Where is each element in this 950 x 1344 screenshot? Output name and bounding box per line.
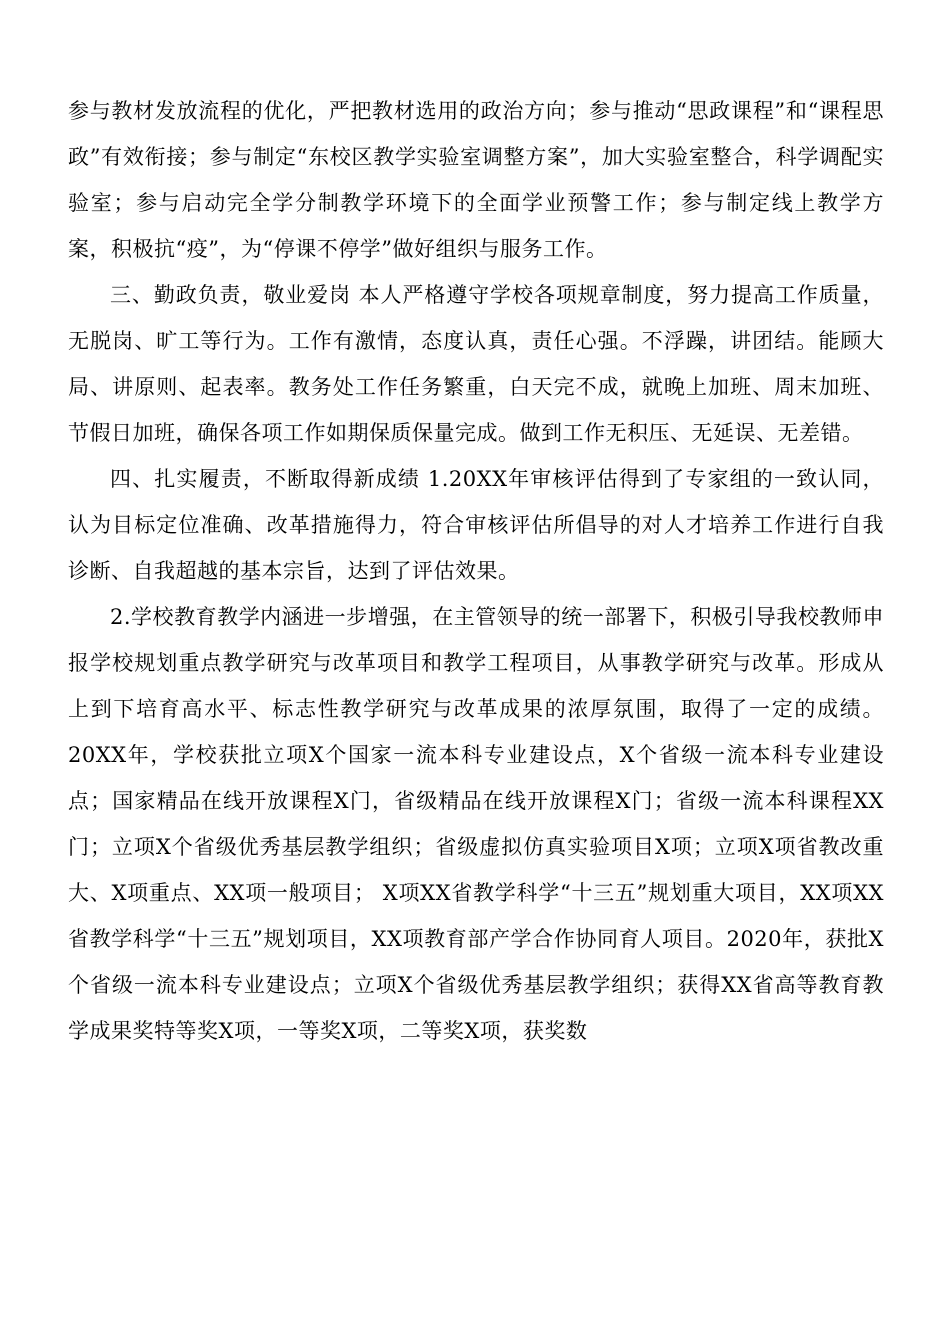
paragraph-continuation: 参与教材发放流程的优化，严把教材选用的政治方向；参与推动“思政课程”和“课程思政”有效衔接；参与制定“东校区教学实验室调整方案”，加大实验室整合，科学调配实验室；参与启动完全学分制教学环境下的全面学业预警工作；参与制定线上教学方案，积极抗“疫”，为“停课不停学”做好组织与服务工作。 [68,99,884,261]
paragraph-item-two: 2.学校教育教学内涵进一步增强，在主管领导的统一部署下，积极引导我校教师申报学校规划重点教学研究与改革项目和教学工程项目，从事教学研究与改革。形成从上到下培育高水平、标志性教学研究与改革成果的浓厚氛围，取得了一定的成绩。20XX年，学校获批立项X个国家一流本科专业建设点，X个省级一流本科专业建设点；国家精品在线开放课程X门，省级精品在线开放课程X门；省级一流本科课程XX门；立项X个省级优秀基层教学组织；省级虚拟仿真实验项目X项；立项X项省教改重大、X项重点、XX项一般项目； X项XX省教学科学“十三五”规划重大项目，XX项XX省教学科学“十三五”规划项目，XX项教育部产学合作协同育人项目。2020年，获批X个省级一流本科专业建设点；立项X个省级优秀基层教学组织；获得XX省高等教育教学成果奖特等奖X项，一等奖X项，二等奖X项，获奖数 [68,605,884,1043]
paragraph-section-three: 三、勤政负责，敬业爱岗 本人严格遵守学校各项规章制度，努力提高工作质量，无脱岗、旷工等行为。工作有激情，态度认真，责任心强。不浮躁，讲团结。能顾大局、讲原则、起表率。教务处工作任务繁重，白天完不成，就晚上加班、周末加班、节假日加班，确保各项工作如期保质保量完成。做到工作无积压、无延误、无差错。 [68,283,884,445]
document-body [68,88,884,1054]
paragraph-section-four: 四、扎实履责，不断取得新成绩 1.20XX年审核评估得到了专家组的一致认同，认为目标定位准确、改革措施得力，符合审核评估所倡导的对人才培养工作进行自我诊断、自我超越的基本宗旨，达到了评估效果。 [68,467,884,583]
